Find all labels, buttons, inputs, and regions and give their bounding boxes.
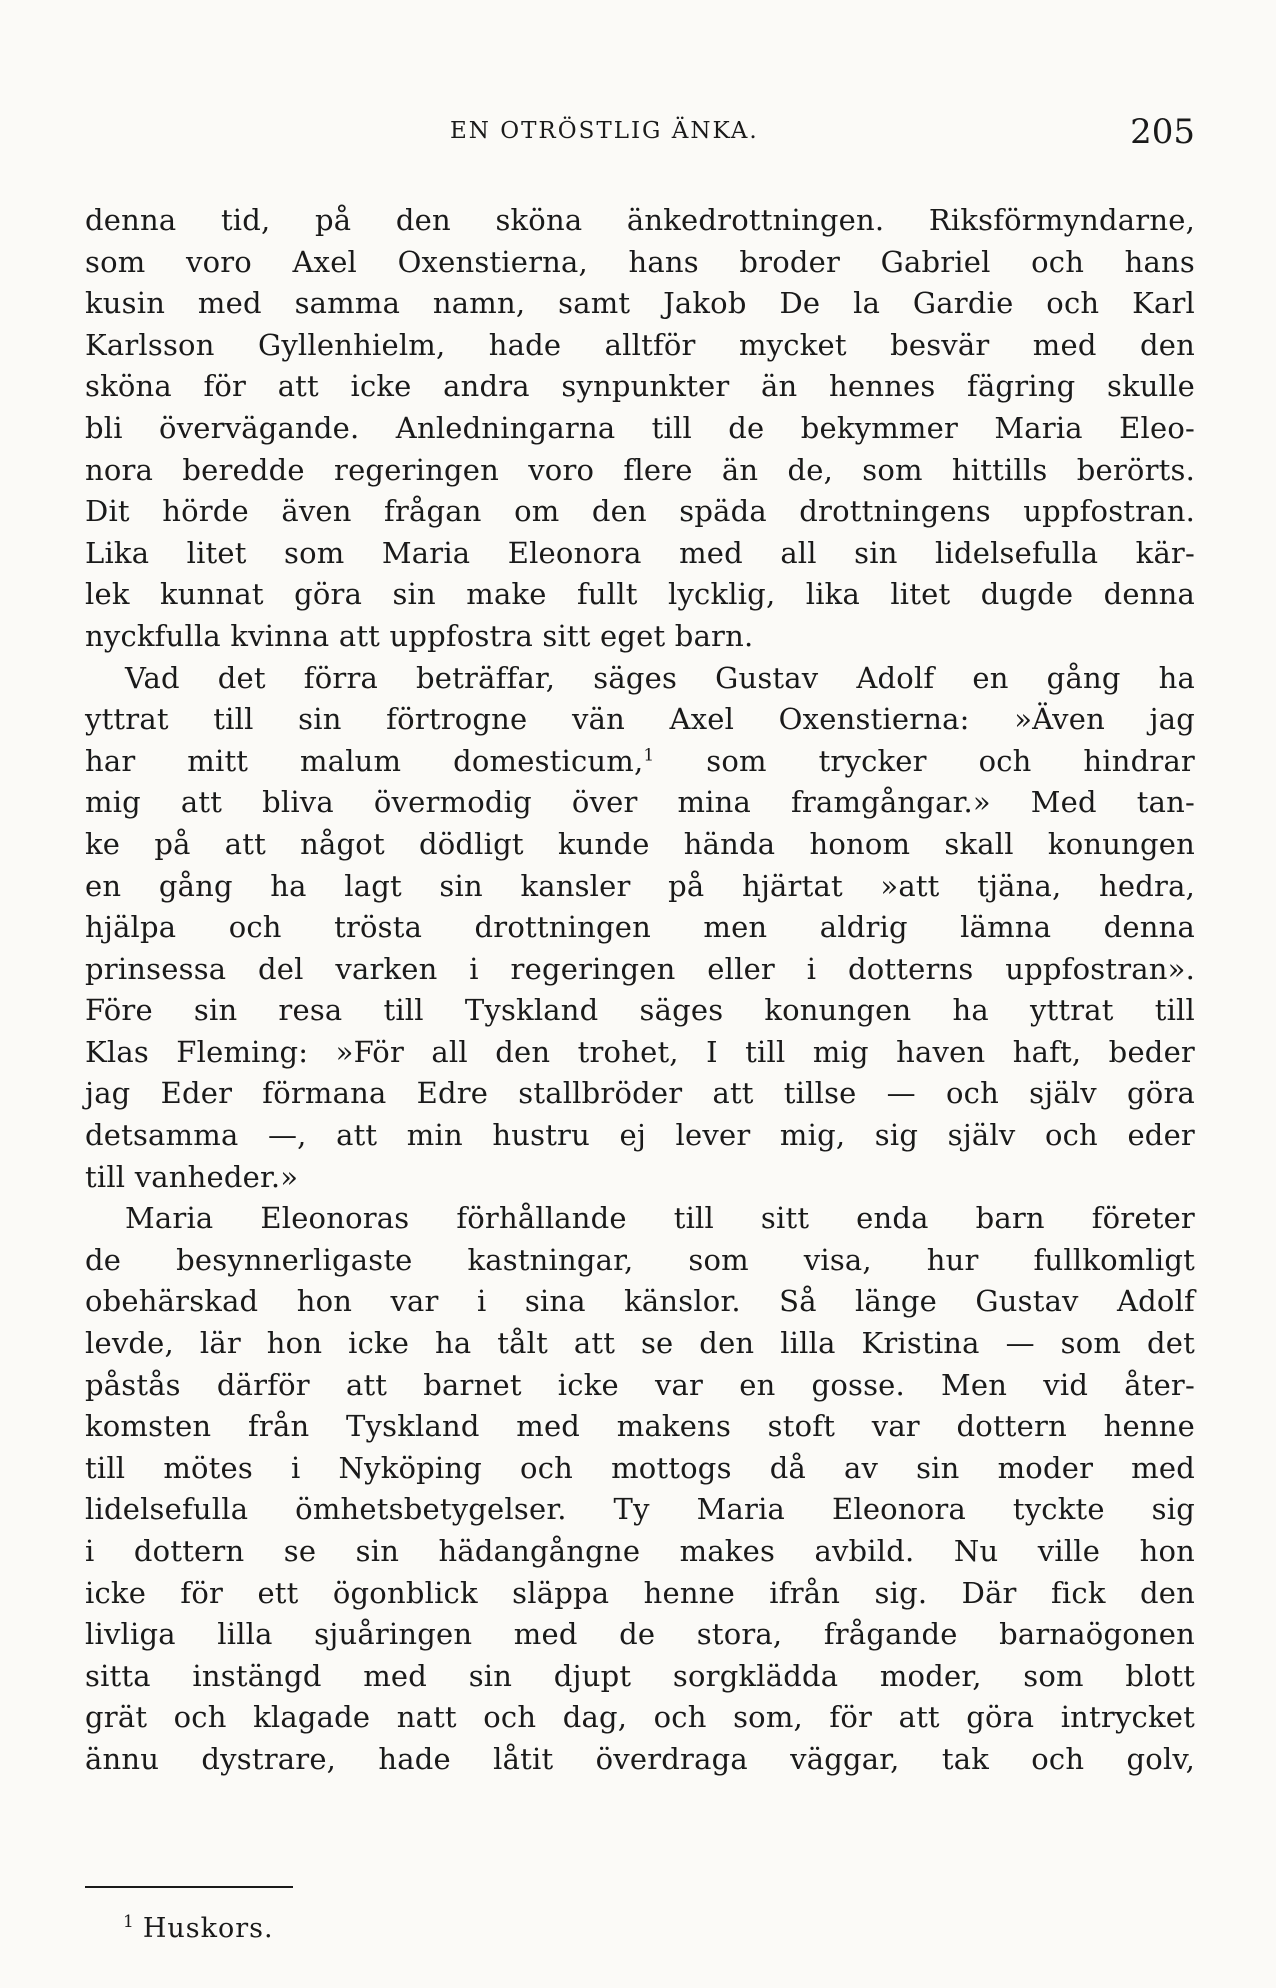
text-line: nora beredde regeringen voro flere än de, som hittills berörts.	[85, 452, 1195, 487]
text-line: som voro Axel Oxenstierna, hans broder Gabriel och hans	[85, 244, 1195, 279]
text-line: detsamma —, att min hustru ej lever mig, sig själv och eder	[85, 1118, 1195, 1153]
text-line: Vad det förra beträffar, säges Gustav Adolf en gång ha	[125, 660, 1195, 695]
text-line: livliga lilla sjuåringen med de stora, frågande barnaögonen	[85, 1617, 1195, 1652]
footnote-marker: 1	[123, 1912, 135, 1932]
footnote-text: Huskors.	[142, 1913, 274, 1944]
text-line: Maria Eleonoras förhållande till sitt enda barn företer	[125, 1201, 1195, 1236]
text-line: sköna för att icke andra synpunkter än hennes fägring skulle	[85, 369, 1195, 404]
running-head	[85, 112, 1195, 160]
text-line: hjälpa och trösta drottningen men aldrig lämna denna	[85, 910, 1195, 945]
text-line: sitta instängd med sin djupt sorgklädda moder, som blott	[85, 1658, 1195, 1693]
text-line: lidelsefulla ömhetsbetygelser. Ty Maria Eleonora tyckte sig	[85, 1492, 1195, 1527]
text-line: icke för ett ögonblick släppa henne ifrån sig. Där fick den	[85, 1575, 1195, 1610]
text-line: Karlsson Gyllenhielm, hade alltför mycket besvär med den	[85, 327, 1195, 362]
text-line: bli övervägande. Anledningarna till de bekymmer Maria Eleo-	[85, 410, 1195, 445]
text-line: ke på att något dödligt kunde hända honom skall konungen	[85, 826, 1195, 861]
running-title: EN OTRÖSTLIG ÄNKA.	[450, 118, 759, 144]
text-line: Klas Fleming: »För all den trohet, I till mig haven haft, beder	[85, 1034, 1195, 1069]
line-text: som trycker och hindrar	[654, 743, 1195, 778]
text-line: Dit hörde även frågan om den späda drottningens uppfostran.	[85, 494, 1195, 529]
text-line: en gång ha lagt sin kansler på hjärtat »att tjäna, hedra,	[85, 868, 1195, 903]
text-line: obehärskad hon var i sina känslor. Så länge Gustav Adolf	[85, 1284, 1195, 1319]
text-line: komsten från Tyskland med makens stoft var dottern henne	[85, 1409, 1195, 1444]
text-line: till vanheder.»	[85, 1159, 299, 1194]
text-line: yttrat till sin förtrogne vän Axel Oxenstierna: »Även jag	[85, 702, 1195, 737]
footnote-reference: 1	[643, 745, 655, 766]
text-line: mig att bliva övermodig över mina framgångar.» Med tan-	[85, 785, 1195, 820]
page-number: 205	[1130, 112, 1195, 152]
text-line: i dottern se sin hädangångne makes avbild. Nu ville hon	[85, 1534, 1195, 1568]
text-line: nyckfulla kvinna att uppfostra sitt eget barn.	[85, 618, 754, 653]
text-line: de besynnerligaste kastningar, som visa, hur fullkomligt	[85, 1242, 1195, 1277]
line-text: har mitt malum domesticum,	[85, 743, 644, 778]
text-line: kusin med samma namn, samt Jakob De la Gardie och Karl	[85, 286, 1195, 321]
book-page	[85, 0, 1195, 1988]
text-line: grät och klagade natt och dag, och som, för att göra intrycket	[85, 1700, 1195, 1735]
footnote	[123, 1912, 274, 1944]
footnote-divider	[85, 1886, 293, 1888]
text-line: denna tid, på den sköna änkedrottningen. Riksförmyndarne,	[85, 203, 1195, 237]
text-line: jag Eder förmana Edre stallbröder att tillse — och själv göra	[85, 1076, 1195, 1111]
text-line: till mötes i Nyköping och mottogs då av sin moder med	[85, 1450, 1195, 1485]
text-line: prinsessa del varken i regeringen eller i dotterns uppfostran».	[85, 951, 1195, 986]
text-line: lek kunnat göra sin make fullt lycklig, lika litet dugde denna	[85, 577, 1195, 612]
text-line: ännu dystrare, hade låtit överdraga väggar, tak och golv,	[85, 1741, 1195, 1776]
text-line: Före sin resa till Tyskland säges konungen ha yttrat till	[85, 993, 1195, 1028]
text-line: levde, lär hon icke ha tålt att se den lilla Kristina — som det	[85, 1326, 1195, 1361]
text-line-with-note	[85, 741, 1195, 783]
body-text	[85, 200, 1195, 1781]
text-line: påstås därför att barnet icke var en gosse. Men vid åter-	[85, 1367, 1195, 1402]
text-line: Lika litet som Maria Eleonora med all sin lidelsefulla kär-	[85, 535, 1195, 570]
